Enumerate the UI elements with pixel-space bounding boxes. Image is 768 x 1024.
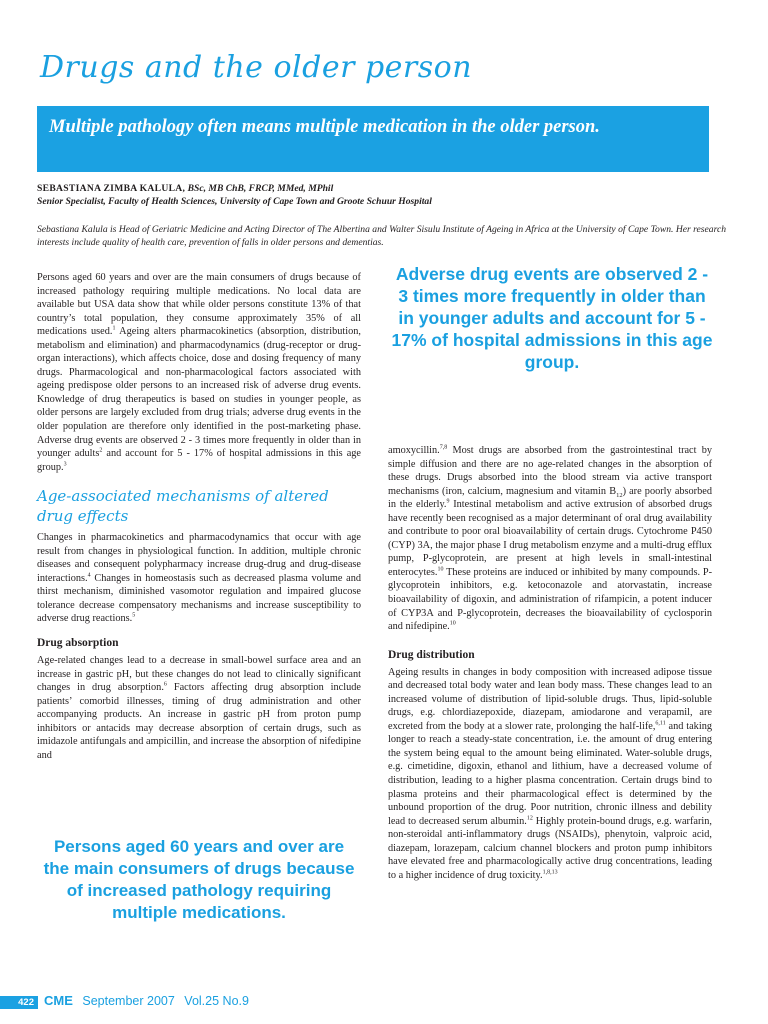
page-footer	[0, 994, 768, 1012]
left-column	[37, 271, 361, 762]
section-heading-mechanisms: Age-associated mechanisms of altered drug effects	[37, 487, 329, 526]
distribution-paragraph: Ageing results in changes in body composition with increased adipose tissue and decreased total body water and lean body mass. These changes lead to an increased volume of distribution of lipid-soluble drugs. Thus, lipid-soluble drugs, e.g. chlordiazepoxide, diazepam, amiodarone and verapamil, are excreted from the body at a slower rate, prolonging the half-life,$^{6,11}$ and taking longer to reach a steady-state concentration, i.e. the amount of drug entering the system being equal to the amount being eliminated. Water-soluble drugs, e.g. cimetidine, digoxin, ethanol and lithium, have a decreased volume of distribution, leading to a higher plasma concentration. Certain drugs bind to plasma proteins and their pharmacological effect is determined by the unbound proportion of the drug. Poor nutrition, chronic illness and debility lead to decreased serum albumin.$^{12}$ Highly protein-bound drugs, e.g. warfarin, non-steroidal anti-inflammatory drugs (NSAIDs), phenytoin, valproic acid, diazepam, lorazepam, calcium channel blockers and proton pump inhibitors have elevated free and pharmacologically active drug concentrations, leading to a higher incidence of drug toxicity.$^{1,8,13}$	[388, 666, 712, 881]
intro-paragraph: Persons aged 60 years and over are the main consumers of drugs because of increased pathology requiring multiple medications. No local data are available but USA data show that while older persons constitute 13% of that country’s total population, they consume approximately 35% of all medications used.$^1$ Ageing alters pharmacokinetics (absorption, distribution, metabolism and elimination) and pharmacodynamics (drug-receptor or drug-organ interactions), which affects choice, dose and dosing frequency of many drugs. Pharmacological and non-pharmacological factors associated with ageing predispose older persons to an increased risk of adverse drug events. Knowledge of drug therapeutics is based on studies in younger people, as older persons are largely excluded from drug trials; adverse drug events in the older population are therefore only identified in the post-marketing phase. Adverse drug events are observed 2 - 3 times more frequently in older than in younger adults$^2$ and account for 5 - 17% of hospital admissions in this age group.$^3$	[37, 272, 361, 473]
author-block	[37, 182, 727, 208]
page-number: 422	[0, 996, 38, 1009]
absorption-continued-paragraph: amoxycillin.$^{7,8}$ Most drugs are absorbed from the gastrointestinal tract by simple diffusion and there are no age-related changes in the absorption of these drugs. Drugs absorbed into the blood stream via active transport mechanisms (iron, calcium, magnesium and vitamin $B_{12}$) are poorly absorbed in the elderly.$^9$ Intestinal metabolism and active extrusion of absorbed drugs have recently been recognised as a major determinant of oral drug availability and contribute to poor oral bioavailability of certain drugs. Cytochrome P450 (CYP) 3A, the major phase I drug metabolism enzyme and a multi-drug efflux pump, P-glycoprotein, are present at high levels in small-intestinal enterocytes.$^{10}$ These proteins are induced or inhibited by many compounds. P-glycoprotein inhibitors, e.g. ketoconazole and atorvastatin, increase bioavailability of digoxin, and administration of rifampicin, a potent inducer of CYP3A and P-glycoprotein, decreases the bioavailability of cyclosporin and nifedipine.$^{10}$	[388, 444, 712, 633]
journal-volume: Vol.25	[184, 994, 220, 1008]
author-name: SEBASTIANA ZIMBA KALULA,	[37, 183, 186, 194]
pull-quote-right: Adverse drug events are observed 2 - 3 times more frequently in older than in younger adults and account for 5 - 17% of hospital admissions in this age group.	[391, 264, 713, 372]
absorption-paragraph: Age-related changes lead to a decrease in small-bowel surface area and an increase in gastric pH, but these changes do not lead to clinically significant changes in drug absorption.$^6$ Factors affecting drug absorption include patients’ comorbid illnesses, timing of drug administration and other accompanying products. An increase in gastric pH from proton pump inhibitors or antacids may decrease absorption of certain drugs, such as imidazole antifungals and ampicillin, and increase the absorption of nifedipine and	[37, 655, 361, 761]
subheading-drug-distribution: Drug distribution	[388, 648, 475, 661]
pull-quote-left: Persons aged 60 years and over are the main consumers of drugs because of increased pathology requiring multiple medications.	[43, 837, 355, 922]
subheading-drug-absorption: Drug absorption	[37, 637, 119, 650]
journal-info	[44, 993, 249, 1008]
subtitle-banner	[37, 106, 709, 172]
article-subtitle: Multiple pathology often means multiple medication in the older person.	[49, 117, 600, 137]
right-column	[388, 444, 712, 882]
journal-issue-date: September 2007	[82, 994, 175, 1008]
journal-number: No.9	[222, 994, 249, 1008]
author-line	[37, 182, 727, 195]
mechanisms-paragraph: Changes in pharmacokinetics and pharmacodynamics that occur with age result from changes in physiological function. In addition, multiple chronic diseases and consequent polypharmacy increase drug-drug and drug-disease interactions.$^4$ Changes in homeostasis such as decreased plasma volume and thirst mechanism, diminished vasomotor regulation and impaired glucose tolerance decrease compensatory mechanisms and increase susceptibility to adverse drug reactions.$^5$	[37, 532, 361, 625]
author-bio: Sebastiana Kalula is Head of Geriatric Medicine and Acting Director of The Albertina and Walter Sisulu Institute of Ageing in Africa at the University of Cape Town. Her research interests include quality of health care, prevention of falls in older persons and dementias.	[37, 224, 727, 248]
article-title: Drugs and the older person	[40, 50, 473, 85]
journal-name: CME	[44, 993, 73, 1008]
author-credentials: BSc, MB ChB, FRCP, MMed, MPhil	[187, 183, 334, 194]
author-position: Senior Specialist, Faculty of Health Sciences, University of Cape Town and Groote Schuur Hospital	[37, 196, 432, 207]
